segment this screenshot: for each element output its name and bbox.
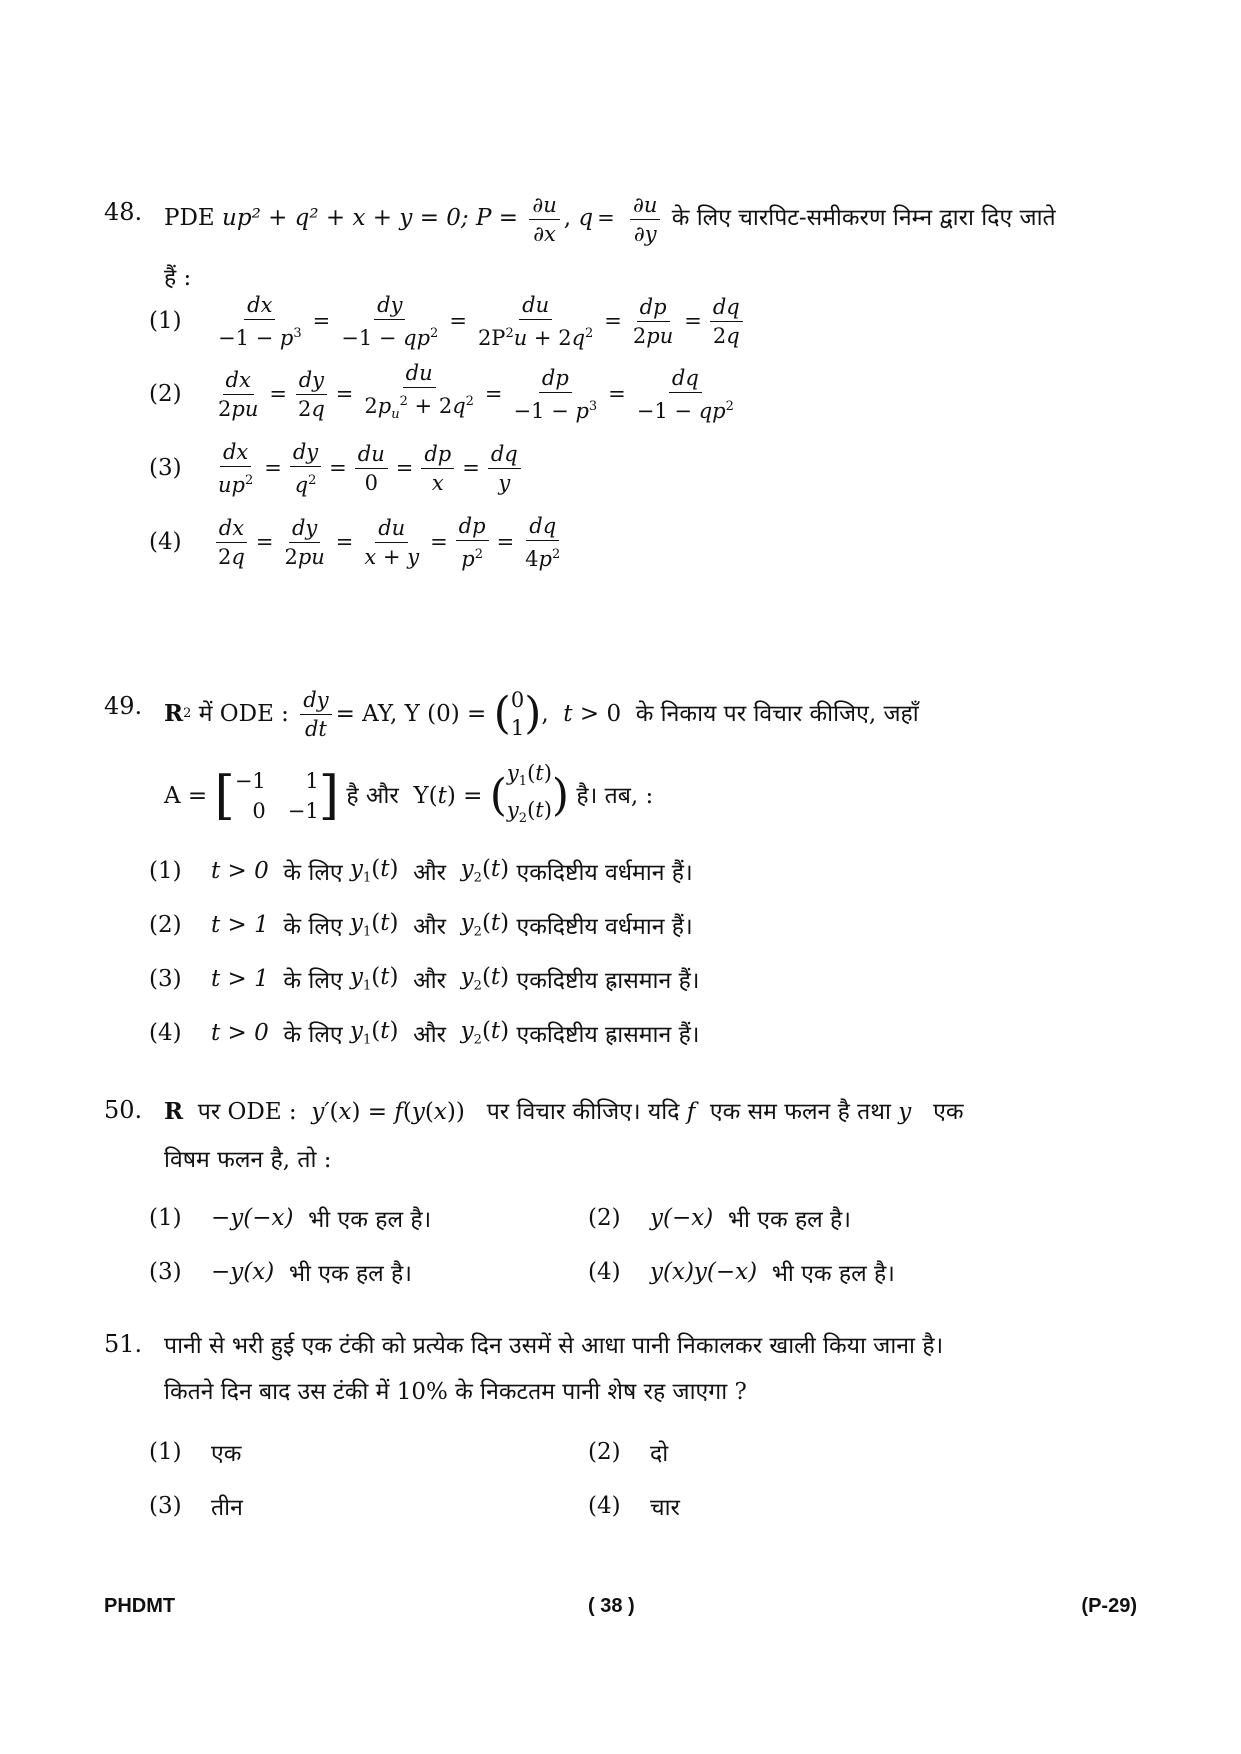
option-1: (1) −y(−x) भी एक हल है। [149,1205,432,1233]
option-4: (4) t > 0 के लिए $y_1(t)$ और $y_2(t)$ एकदिष्टीय ह्रासमान हैं। [149,1018,700,1048]
option-1: (1) एक [149,1439,242,1467]
question-stem-cont: A = [ −1 1 0 −1 ] है और Y( t ) = ( $y_1(t)$ $y_2(t)$ ) है। तब, : [164,760,654,827]
option-2: (2) y(−x) भी एक हल है। [588,1205,851,1233]
option-2: (2) दो [588,1439,669,1467]
fraction: $\frac{\partial u}{\partial x}$ [529,193,559,246]
option-3: (3) t > 1 के लिए $y_1(t)$ और $y_2(t)$ एकदिष्टीय ह्रासमान हैं। [149,964,700,994]
footer-set-code: (P-29) [1081,1595,1137,1617]
option-4: (4) $\frac{dx}{2q}$ = $\frac{dy}{2pu}$ = $\frac{du}{x + y}$ = $\frac{dp}{p^2}$ = $\frac{dq}{4p^2}$ [149,513,561,571]
option-3: (3) −y(x) भी एक हल है। [149,1259,412,1287]
option-3: (3) $\frac{dx}{up^2}$ = $\frac{dy}{q^2}$ = $\frac{du}{0}$ = $\frac{dp}{x}$ = $\frac{dq}{y}$ [149,440,525,496]
question-number: 51. [104,1330,143,1358]
option-2: (2) t > 1 के लिए $y_1(t)$ और $y_2(t)$ एकदिष्टीय वर्धमान हैं। [149,910,693,940]
fraction: $\frac{\partial u}{\partial y}$ [630,193,660,246]
question-stem: PDE up² + q² + x + y = 0; P = $\frac{\partial u}{\partial x}$ , q = $\frac{\partial u}{\partial y}$ के लिए चारपिट-समीकरण निम्न द्वारा दिए जाते [164,192,1056,246]
question-number: 50. [104,1096,143,1124]
footer-code: PHDMT [104,1595,176,1617]
question-stem-cont: विषम फलन है, तो : [164,1147,332,1173]
question-stem: पानी से भरी हुई एक टंकी को प्रत्येक दिन उसमें से आधा पानी निकालकर खाली किया जाना है। [164,1333,944,1359]
option-3: (3) तीन [149,1493,243,1521]
question-number: 49. [104,692,143,720]
pde-equation: up² + q² + x + y = 0; P = [222,205,519,231]
question-stem-cont: हैं : [164,265,192,291]
option-4: (4) y(x)y(−x) भी एक हल है। [588,1259,895,1287]
option-4: (4) चार [588,1493,680,1521]
question-number: 48. [104,198,143,226]
footer-page-number: ( 38 ) [588,1595,635,1617]
question-stem: R पर ODE : y′(x) = f(y(x)) पर विचार कीजिए। यदि f एक सम फलन है तथा y एक [164,1098,964,1125]
option-2: (2) $\frac{dx}{2pu}$ = $\frac{dy}{2q}$ = $\frac{du}{2p_u^2 + 2q^2}$ = $\frac{dp}{-1 - p^3}$ = $\frac{dq}{-1 - qp^2}$ [149,360,734,423]
question-stem-cont: कितने दिन बाद उस टंकी में 10% के निकटतम पानी शेष रह जाएगा ? [164,1379,747,1405]
option-1: (1) t > 0 के लिए $y_1(t)$ और $y_2(t)$ एकदिष्टीय वर्धमान हैं। [149,856,693,886]
question-stem: R 2 में ODE : $\frac{dy}{dt}$ = AY, Y (0) = ( 0 1 ) , t > 0 के निकाय पर विचार कीजिए, जहाँ [164,687,919,741]
option-1: (1) $\frac{dx}{-1 - p^3}$ = $\frac{dy}{-1 - qp^2}$ = $\frac{du}{2P^2u + 2q^2}$ = $\frac{dp}{2pu}$ = $\frac{dq}{2q}$ [149,293,747,349]
